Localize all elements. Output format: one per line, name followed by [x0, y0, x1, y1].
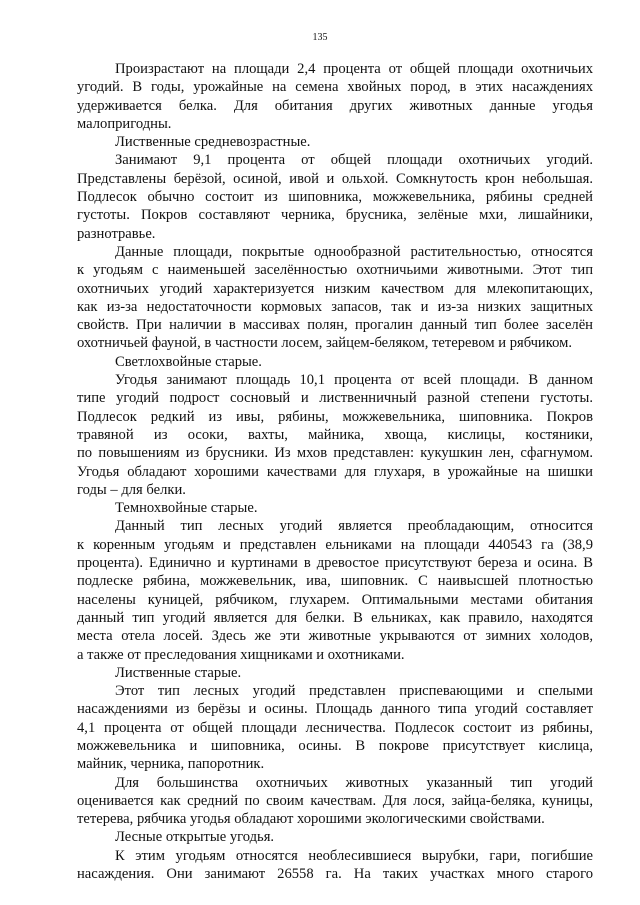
- text-line: 4,1 процента от общей площади лесничества. Подлесок состоит из рябины,: [77, 719, 593, 736]
- text-line: Данный тип лесных угодий является преобладающим, относится: [115, 518, 593, 535]
- text-line: типе угодий подрост сосновый и лиственничный разной степени густоты.: [77, 390, 593, 407]
- text-line: места отела лосей. Здесь же эти животные укрываются от зимних холодов,: [77, 628, 593, 645]
- text-line: травяной из осоки, вахты, майника, хвоща, кислицы, костяники,: [77, 426, 593, 443]
- text-line: Произрастают на площади 2,4 процента от общей площади охотничьих: [115, 61, 593, 77]
- text-line: Угодья занимают площадь 10,1 процента от всей площади. В данном: [115, 372, 593, 389]
- text-line: майник, черника, папоротник.: [77, 756, 265, 773]
- text-line: Подлесок обычно состоит из шиповника, можжевельника, рябины средней: [77, 189, 593, 206]
- text-line: к угодьям с наименьшей заселённостью охотничьими животными. Этот тип: [77, 262, 593, 279]
- text-line: подлеске рябина, можжевельник, ива, шиповник. С наивысшей плотностью: [77, 573, 593, 590]
- text-line: процента). Единично и куртинами в древостое присутствуют береза и осина. В: [77, 555, 593, 572]
- text-line: насаждения. Они занимают 26558 га. На таких участках много старого: [77, 866, 593, 883]
- text-line: к коренным угодьям и представлен ельниками на площади 440543 га (38,9: [77, 536, 593, 553]
- text-line: малопригодны.: [77, 115, 172, 132]
- text-line: угодий. В годы, урожайные на семена хвойных пород, в этих насаждениях: [77, 79, 593, 96]
- text-line: Занимают 9,1 процента от общей площади охотничьих угодий.: [115, 152, 593, 169]
- text-line: густоты. Покров составляют черника, брусника, зелёные мхи, лишайники,: [77, 207, 593, 224]
- text-line: Лесные открытые угодья.: [115, 829, 275, 846]
- text-line: оценивается как средний по своим качествам. Для лося, зайца-беляка, куницы,: [77, 792, 593, 809]
- text-line: Данные площади, покрытые однообразной растительностью, относятся: [115, 243, 593, 260]
- text-line: по повышениям из брусники. Из мхов представлен: кукушкин лен, сфагнумом.: [77, 445, 593, 462]
- text-line: Лиственные старые.: [115, 664, 242, 681]
- text-line: Светлохвойные старые.: [115, 353, 262, 370]
- text-line: охотничьей фауной, в частности лосем, зайцем-беляком, тетеревом и рябчиком.: [77, 335, 572, 352]
- text-line: Этот тип лесных угодий представлен приспевающими и спелыми: [115, 683, 593, 700]
- text-line: Представлены берёзой, осиной, ивой и ольхой. Сомкнутость крон небольшая.: [77, 170, 593, 187]
- text-line: как из-за недостаточности кормовых запасов, так и из-за низких защитных: [77, 298, 593, 315]
- text-line: разнотравье.: [77, 225, 156, 242]
- text-line: Угодья обладают хорошими качествами для глухаря, в урожайные на шишки: [77, 463, 593, 480]
- text-line: можжевельника и шиповника, осины. В покрове присутствует кислица,: [77, 737, 593, 754]
- text-line: Подлесок редкий из ивы, рябины, можжевельника, шиповника. Покров: [77, 408, 593, 425]
- text-line: данный тип угодий является для белки. В ельниках, как правило, находятся: [77, 609, 593, 626]
- text-line: Для большинства охотничьих животных указанный тип угодий: [115, 774, 593, 791]
- text-line: К этим угодьям относятся необлесившиеся вырубки, гари, погибшие: [115, 847, 593, 864]
- text-line: тетерева, рябчика угодья обладают хорошими экологическими свойствами.: [77, 811, 545, 828]
- text-line: охотничьих угодий характеризуется низким качеством для млекопитающих,: [77, 280, 593, 297]
- text-line: годы – для белки.: [77, 481, 186, 498]
- text-line: свойств. При наличии в массивах полян, прогалин данный тип более заселён: [77, 317, 593, 334]
- text-line: насаждениями из берёзы и осины. Площадь данного типа угодий составляет: [77, 701, 593, 718]
- text-line: населены куницей, рябчиком, глухарем. Оптимальными местами обитания: [77, 591, 593, 608]
- text-line: Темнохвойные старые.: [115, 500, 258, 517]
- body-text: [77, 60, 593, 883]
- text-line: а также от преследования хищниками и охотниками.: [77, 646, 405, 663]
- text-line: удерживается белка. Для обитания других животных данные угодья: [77, 97, 593, 114]
- text-line: Лиственные средневозрастные.: [115, 134, 311, 151]
- page-number: 135: [312, 32, 328, 43]
